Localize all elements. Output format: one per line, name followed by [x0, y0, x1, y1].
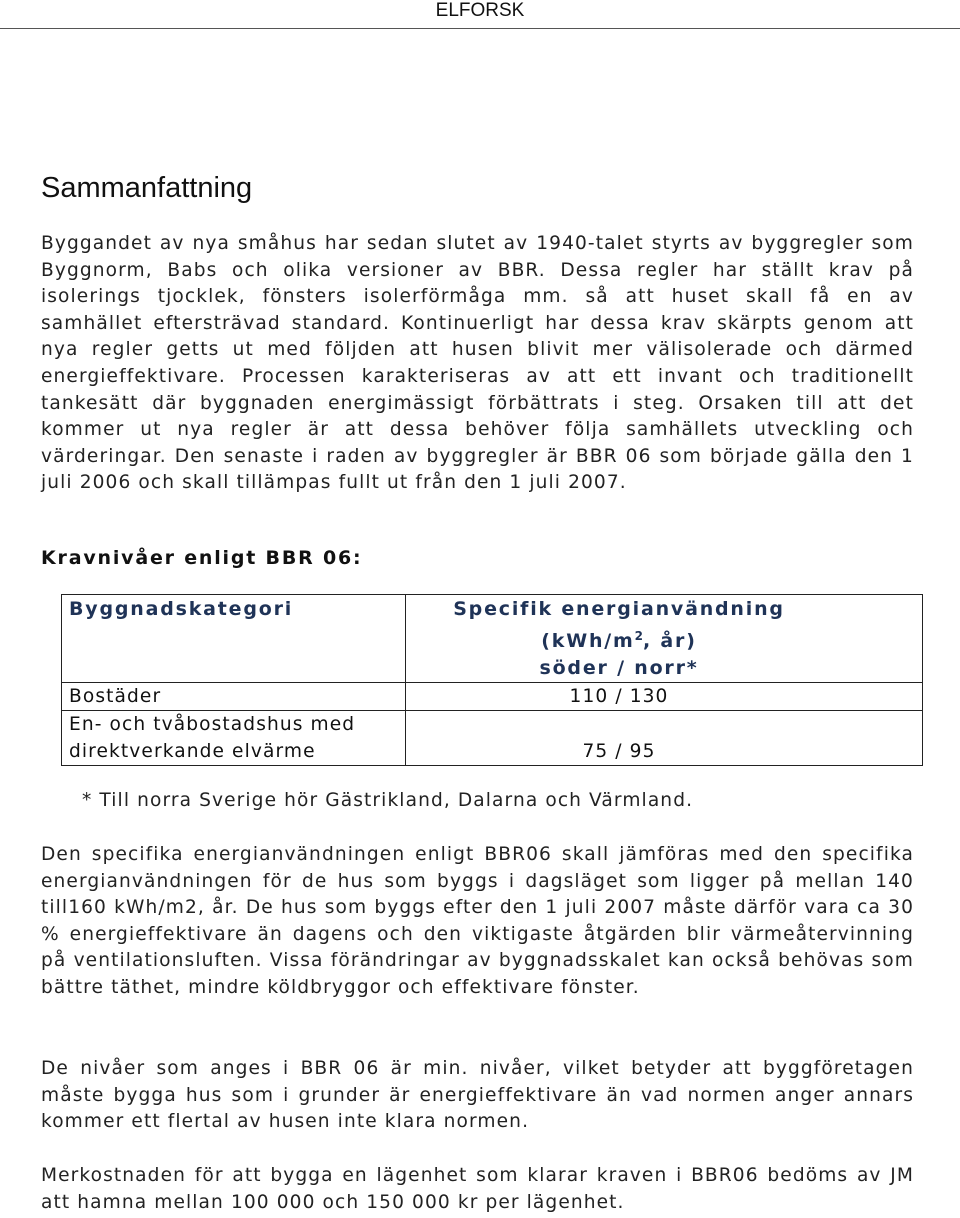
- table-row: [62, 683, 923, 711]
- header-cell-energy: [406, 595, 923, 683]
- row2-value: 75 / 95: [582, 741, 656, 762]
- page-header: [0, 0, 960, 29]
- row2-category-line1: En- och tvåbostadshus med: [69, 714, 356, 735]
- table-heading: Kravnivåer enligt BBR 06:: [41, 547, 363, 569]
- row2-category-line2: direktverkande elvärme: [69, 741, 316, 762]
- col2-header-superscript: 2: [634, 629, 643, 643]
- col2-header-line3: söder / norr*: [539, 657, 699, 679]
- col2-header-line1: Specifik energianvändning: [453, 598, 785, 620]
- col1-header: Byggnadskategori: [69, 598, 294, 620]
- intro-paragraph: Byggandet av nya småhus har sedan slutet av 1940-talet styrts av byggregler som Byggnorm, Babs och olika versioner av BBR. Dessa regler har ställt krav på isolerings tjocklek, fönsters isolerförmåga mm. så att huset skall få en av samhället eftersträvad standard. Kontinuerligt har dessa krav skärpts genom att nya regler getts ut med följden att husen blivit mer välisolerade och därmed energieffektivare. Processen karakteriseras av att ett invant och traditionellt tankesätt där byggnaden energimässigt förbättrats i steg. Orsaken till att det kommer ut nya regler är att dessa behöver följa samhällets utveckling och värderingar. Den senaste i raden av byggregler är BBR 06 som började gälla den 1 juli 2006 och skall tillämpas fullt ut från den 1 juli 2007.: [41, 233, 914, 494]
- paragraph-extra-cost: Merkostnaden för att bygga en lägenhet som klarar kraven i BBR06 bedöms av JM att hamna mellan 100 000 och 150 000 kr per lägenhet.: [41, 1165, 914, 1213]
- table-footnote: * Till norra Sverige hör Gästrikland, Dalarna och Värmland.: [82, 790, 694, 811]
- requirements-table: [61, 594, 923, 766]
- paragraph-comparison: Den specifika energianvändningen enligt BBR06 skall jämföras med den specifika energianvändningen för de hus som byggs i dagsläget som ligger på mellan 140 till160 kWh/m2, år. De hus som byggs efter den 1 juli 2007 måste därför vara ca 30 % energieffektivare än dagens och den viktigaste åtgärden blir värmeåtervinning på ventilationsluften. Vissa förändringar av byggnadsskalet kan också behövas som bättre täthet, mindre köldbryggor och effektivare fönster.: [41, 844, 914, 998]
- row1-category: Bostäder: [69, 686, 162, 707]
- table-header-row: [62, 595, 923, 683]
- header-cell-category: [62, 595, 406, 683]
- table-row: [62, 711, 923, 766]
- header-label: ELFORSK: [435, 0, 525, 21]
- table-cell-category: [62, 683, 406, 711]
- col2-header-line2: [406, 623, 832, 655]
- table-cell-value: [406, 711, 923, 766]
- section-title: Sammanfattning: [41, 172, 253, 204]
- row1-value: 110 / 130: [569, 686, 669, 707]
- paragraph-minimum-levels: De nivåer som anges i BBR 06 är min. nivåer, vilket betyder att byggföretagen måste bygga hus som i grunder är energieffektivare än vad normen anger annars kommer ett flertal av husen inte klara normen.: [41, 1058, 914, 1133]
- table-cell-value: [406, 683, 923, 711]
- table-cell-category: [62, 711, 406, 766]
- col2-header-unit: (kWh/m: [541, 630, 635, 652]
- col2-header-unit-suffix: , år): [642, 630, 697, 652]
